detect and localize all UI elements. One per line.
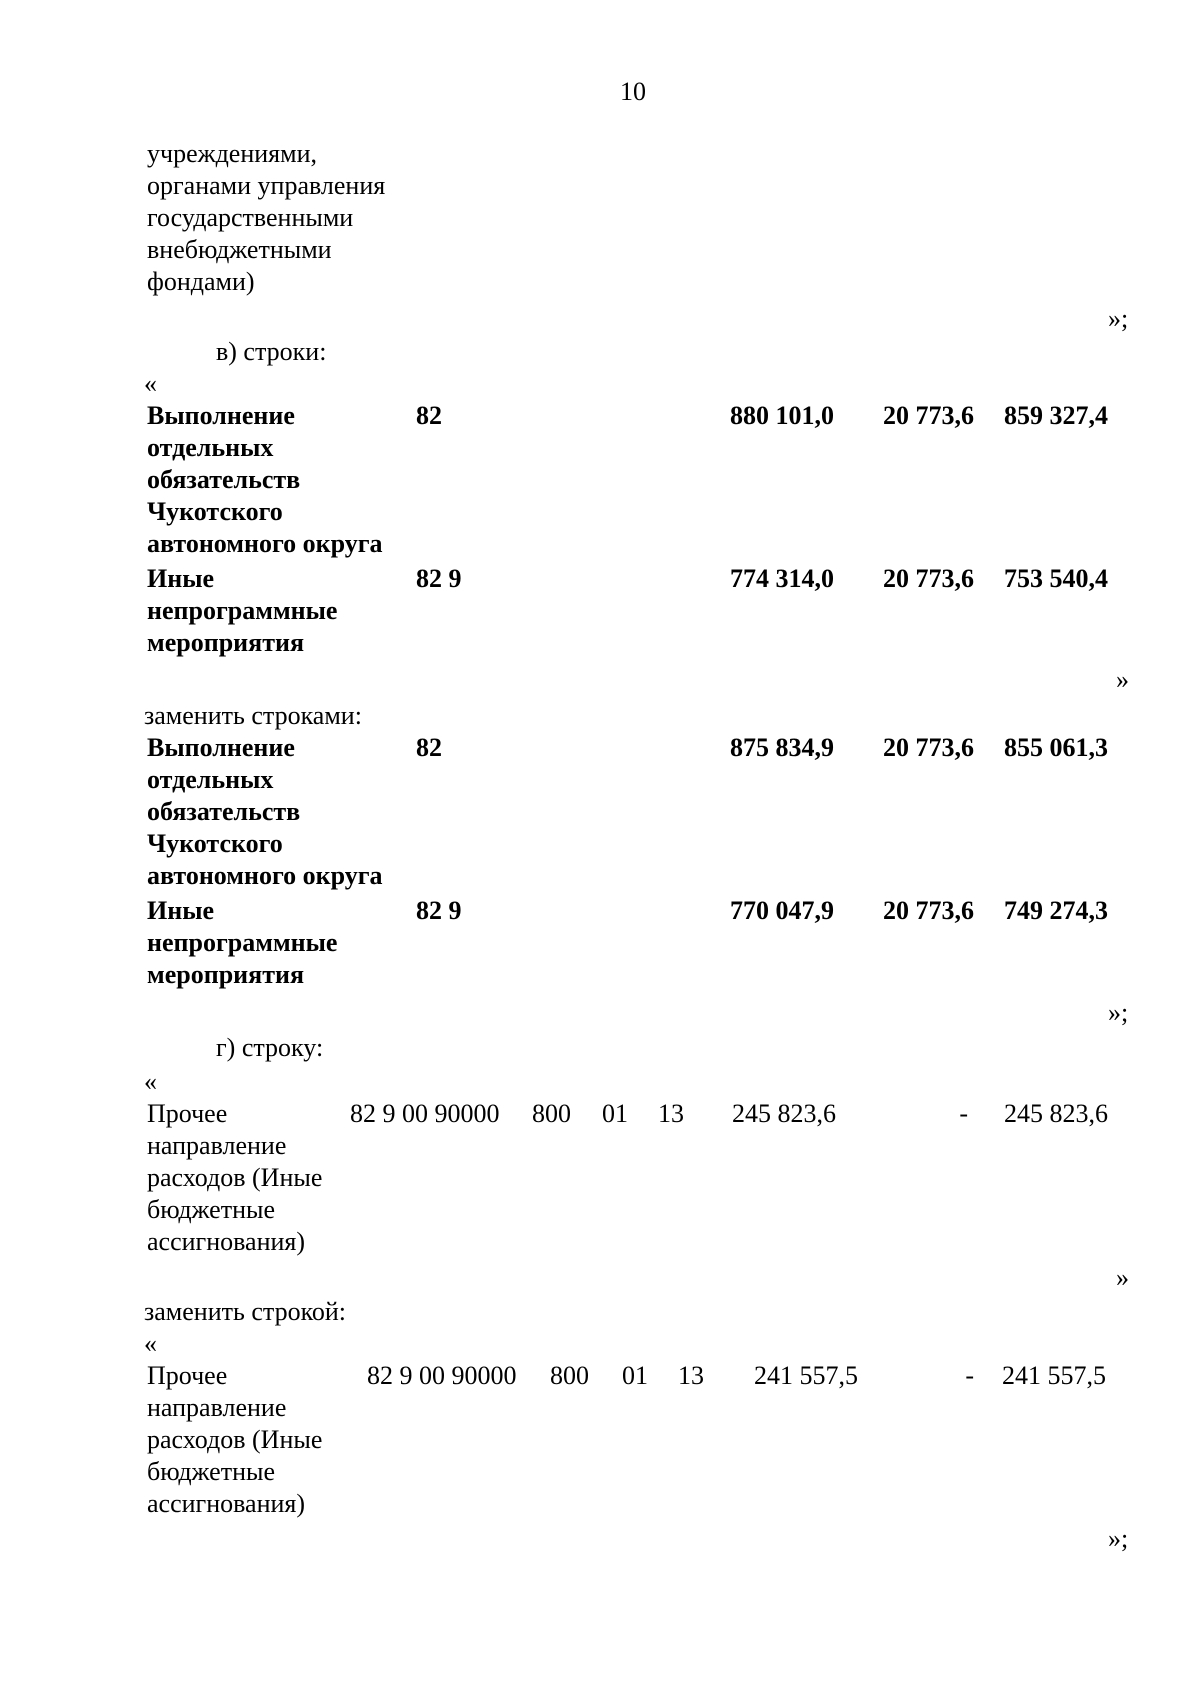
closing-quote: »; [1108, 1524, 1129, 1553]
row-name: Прочее направление расходов (Иные бюджетные ассигнования) [147, 1361, 323, 1518]
row-name: Иные непрограммные мероприятия [147, 896, 338, 989]
row-pr: 13 [658, 1099, 684, 1128]
opening-quote: « [144, 1329, 157, 1358]
row-federal: 20 773,6 [883, 401, 974, 430]
row-code: 82 9 [416, 896, 462, 925]
row-federal: 20 773,6 [883, 733, 974, 762]
row-federal: 20 773,6 [883, 564, 974, 593]
row-rz: 01 [622, 1361, 648, 1390]
row-name: Прочее направление расходов (Иные бюджетные ассигнования) [147, 1099, 323, 1256]
replace-label: заменить строкой: [144, 1297, 347, 1326]
section-v-heading: в) строки: [216, 337, 327, 366]
row-vr: 800 [550, 1361, 589, 1390]
row-federal: - [959, 1099, 968, 1128]
opening-quote: « [144, 1067, 157, 1096]
page-number: 10 [620, 77, 646, 106]
row-name: Иные непрограммные мероприятия [147, 564, 338, 657]
row-own: 753 540,4 [1004, 564, 1108, 593]
row-total: 241 557,5 [754, 1361, 858, 1390]
row-total: 774 314,0 [730, 564, 834, 593]
row-own: 241 557,5 [1002, 1361, 1106, 1390]
row-name: Выполнение отдельных обязательств Чукотского автономного округа [147, 401, 383, 558]
replace-label: заменить строками: [144, 701, 362, 730]
row-federal: 20 773,6 [883, 896, 974, 925]
row-name: Выполнение отдельных обязательств Чукотского автономного округа [147, 733, 383, 890]
row-own: 749 274,3 [1004, 896, 1108, 925]
row-own: 859 327,4 [1004, 401, 1108, 430]
row-code: 82 9 00 90000 [350, 1099, 500, 1128]
row-federal: - [965, 1361, 974, 1390]
closing-quote: »; [1108, 998, 1129, 1027]
row-own: 245 823,6 [1004, 1099, 1108, 1128]
row-total: 875 834,9 [730, 733, 834, 762]
row-total: 770 047,9 [730, 896, 834, 925]
opening-quote: « [144, 369, 157, 398]
row-code: 82 [416, 733, 442, 762]
closing-quote: »; [1108, 304, 1129, 333]
section-g-heading: г) строку: [216, 1033, 324, 1062]
closing-quote: » [1116, 1263, 1129, 1292]
row-vr: 800 [532, 1099, 571, 1128]
row-total: 880 101,0 [730, 401, 834, 430]
row-code: 82 9 [416, 564, 462, 593]
row-pr: 13 [678, 1361, 704, 1390]
row-total: 245 823,6 [732, 1099, 836, 1128]
closing-quote: » [1116, 665, 1129, 694]
row-code: 82 9 00 90000 [367, 1361, 517, 1390]
row-code: 82 [416, 401, 442, 430]
row-rz: 01 [602, 1099, 628, 1128]
intro-text: учреждениями, органами управления государственными внебюджетными фондами) [147, 139, 386, 296]
row-own: 855 061,3 [1004, 733, 1108, 762]
